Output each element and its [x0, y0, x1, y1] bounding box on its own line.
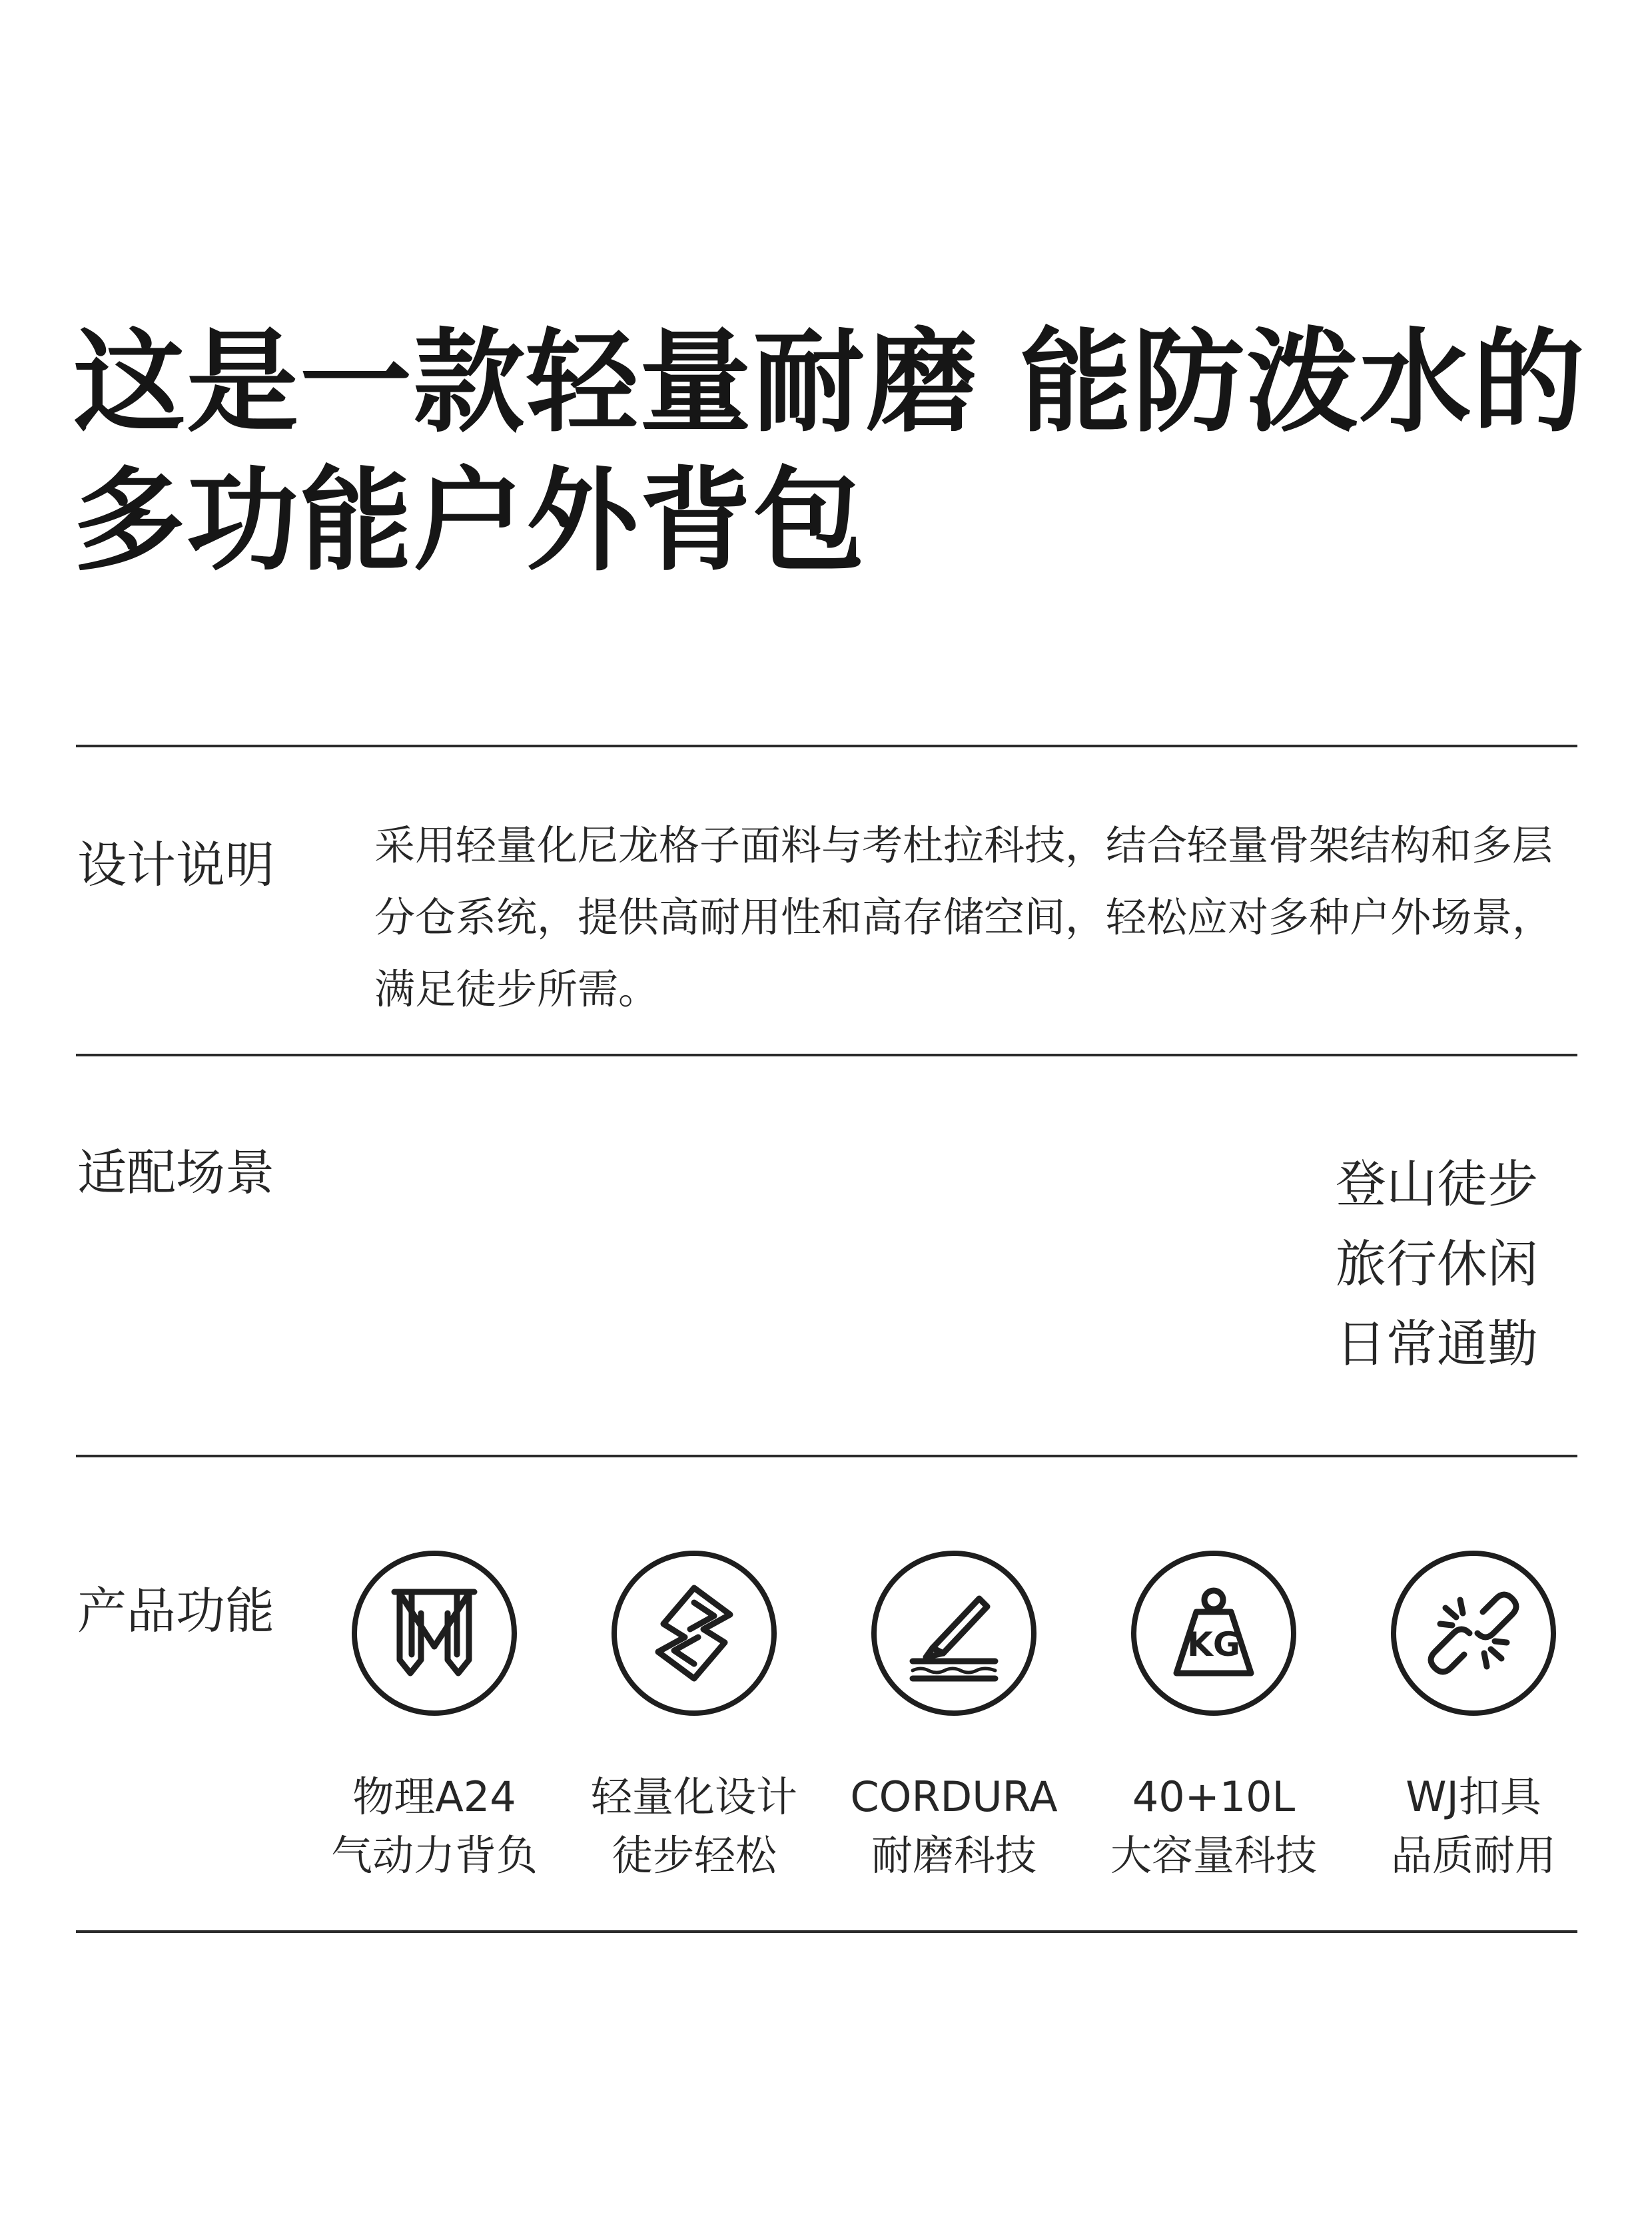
feature-caption-line: 品质耐用 [1390, 1831, 1556, 1880]
feature-item [1094, 1551, 1334, 1885]
feature-caption-line: 大容量科技 [1110, 1831, 1317, 1880]
feature-caption-line: CORDURA [850, 1772, 1058, 1821]
scene-item: 旅行休闲 [1336, 1234, 1538, 1294]
scene-item: 日常通勤 [1336, 1314, 1538, 1373]
feature-caption [574, 1768, 814, 1885]
title-line-2: 多功能户外背包 [73, 456, 866, 586]
page-title [73, 313, 1605, 590]
feature-caption [1354, 1768, 1593, 1885]
features-label: 产品功能 [77, 1583, 274, 1640]
broken-chain-icon [1391, 1551, 1556, 1716]
scenes-label: 适配场景 [77, 1144, 274, 1202]
blade-fabric-icon [871, 1551, 1036, 1716]
scene-item: 登山徒步 [1336, 1154, 1538, 1214]
feature-item [834, 1551, 1074, 1885]
feature-caption-line: 轻量化设计 [590, 1772, 797, 1821]
design-description-line: 分仓系统，提供高耐用性和高存储空间，轻松应对多种户外场景， [374, 894, 1553, 941]
suspenders-icon [352, 1551, 517, 1716]
feature-item [1354, 1551, 1593, 1885]
design-description [374, 810, 1587, 1026]
kg-weight-icon [1131, 1551, 1296, 1716]
feature-caption-line: WJ扣具 [1406, 1772, 1541, 1821]
divider [76, 1455, 1577, 1457]
feature-item [314, 1551, 554, 1885]
title-line-1: 这是一款轻量耐磨 能防泼水的 [73, 317, 1586, 448]
divider [76, 1930, 1577, 1933]
divider [76, 1054, 1577, 1056]
feature-caption [1094, 1768, 1334, 1885]
feature-caption-line: 耐磨科技 [871, 1831, 1036, 1880]
feature-caption-line: 物理A24 [352, 1772, 516, 1821]
design-label: 设计说明 [77, 837, 274, 894]
kg-label: KG [1187, 1625, 1240, 1664]
feature-item [574, 1551, 814, 1885]
design-description-line: 采用轻量化尼龙格子面料与考杜拉科技，结合轻量骨架结构和多层 [374, 822, 1553, 869]
feature-caption-line: 气动力背负 [330, 1831, 538, 1880]
feature-caption [314, 1768, 554, 1885]
design-description-line: 满足徒步所需。 [374, 966, 659, 1013]
lightweight-frame-icon [612, 1551, 777, 1716]
feature-caption [834, 1768, 1074, 1885]
scenes-list [1336, 1144, 1575, 1384]
divider [76, 745, 1577, 747]
feature-caption-line: 40+10L [1132, 1772, 1296, 1821]
feature-caption-line: 徒步轻松 [611, 1831, 777, 1880]
